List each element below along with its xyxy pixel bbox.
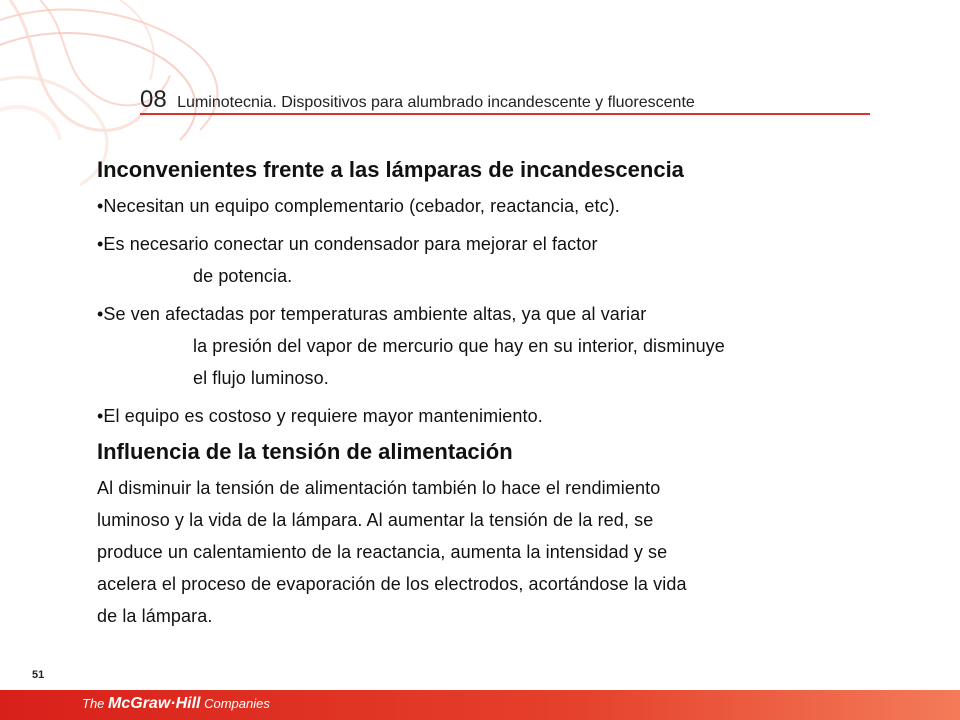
logo-companies: Companies — [200, 696, 270, 711]
logo-brand: McGraw·Hill — [108, 695, 201, 712]
chapter-title: Luminotecnia. Dispositivos para alumbrado incandescente y fluorescente — [177, 94, 695, 111]
bullet-line: la presión del vapor de mercurio que hay en su interior, disminuye — [193, 336, 725, 356]
paragraph-line: luminoso y la vida de la lámpara. Al aumentar la tensión de la red, se — [97, 510, 654, 530]
publisher-logo — [82, 695, 270, 713]
bullet-item — [97, 298, 887, 394]
bullet-line: •Es necesario conectar un condensador para mejorar el factor — [97, 234, 598, 254]
paragraph-line: produce un calentamiento de la reactancia, aumenta la intensidad y se — [97, 542, 668, 562]
page-number: 51 — [32, 669, 45, 681]
slide-content — [97, 154, 887, 632]
slide-header — [140, 86, 870, 114]
paragraph-line: Al disminuir la tensión de alimentación también lo hace el rendimiento — [97, 478, 661, 498]
bullet-item — [97, 190, 887, 222]
bullet-line: •El equipo es costoso y requiere mayor mantenimiento. — [97, 406, 543, 426]
body-paragraph — [97, 472, 887, 632]
logo-the: The — [82, 696, 109, 711]
section-heading-influencia: Influencia de la tensión de alimentación — [97, 439, 513, 464]
paragraph-line: de la lámpara. — [97, 606, 213, 626]
bullet-line: •Necesitan un equipo complementario (cebador, reactancia, etc). — [97, 196, 620, 216]
bullet-item — [97, 400, 887, 432]
bullet-line: de potencia. — [193, 266, 293, 286]
chapter-number: 08 — [140, 86, 167, 113]
paragraph-line: acelera el proceso de evaporación de los electrodos, acortándose la vida — [97, 574, 687, 594]
bullet-line: el flujo luminoso. — [193, 368, 329, 388]
bullet-item — [97, 228, 887, 292]
section-heading-inconvenientes: Inconvenientes frente a las lámparas de incandescencia — [97, 157, 684, 182]
header-divider — [140, 113, 870, 115]
bullet-line: •Se ven afectadas por temperaturas ambiente altas, ya que al variar — [97, 304, 647, 324]
